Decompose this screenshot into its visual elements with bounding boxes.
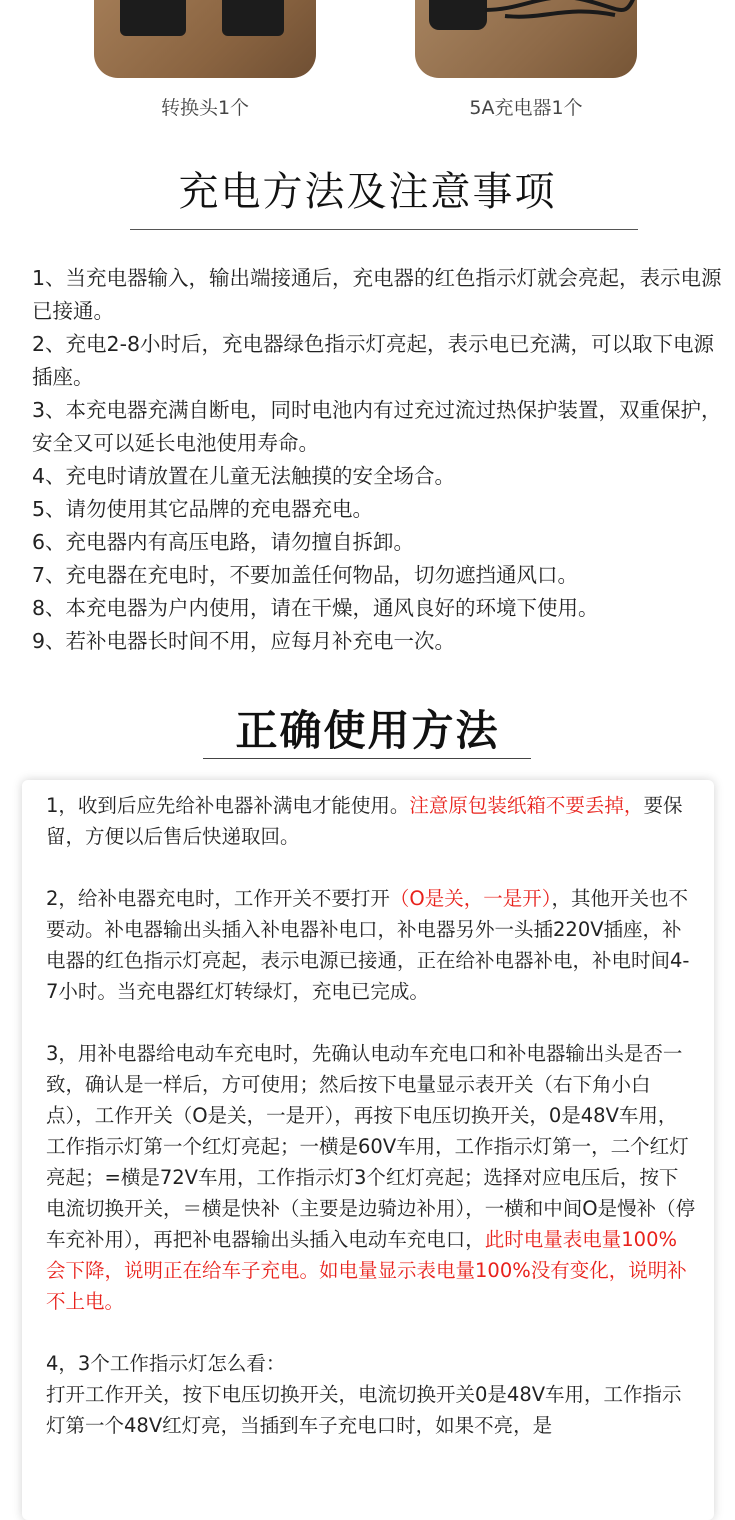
photo-caption: 转换头1个 xyxy=(160,97,250,119)
photo-caption: 5A充电器1个 xyxy=(469,97,583,119)
adapter-photo xyxy=(94,0,316,78)
divider xyxy=(203,758,531,759)
list-item: 3、本充电器充满自断电，同时电池内有过充过流过热保护装置，双重保护，安全又可以延长电池使用寿命。 xyxy=(32,398,722,455)
list-item: 5、请勿使用其它品牌的充电器充电。 xyxy=(32,497,374,521)
charger-photo xyxy=(415,0,637,78)
warning-text: （O是关，一是开） xyxy=(389,887,552,910)
warning-text: 此时电量表电量100%会下降，说明正在给车子充电。如电量显示表电量100%没有变化，说明补不上电。 xyxy=(46,1228,687,1313)
list-item: 9、若补电器长时间不用，应每月补充电一次。 xyxy=(32,629,456,653)
usage-paragraph-4 xyxy=(46,1348,696,1441)
list-item: 7、充电器在充电时，不要加盖任何物品，切勿遮挡通风口。 xyxy=(32,563,579,587)
usage-paragraph-3 xyxy=(46,1038,696,1317)
list-item: 1、当充电器输入，输出端接通后，充电器的红色指示灯就会亮起，表示电源已接通。 xyxy=(32,266,722,323)
list-item: 2、充电2-8小时后，充电器绿色指示灯亮起，表示电已充满，可以取下电源插座。 xyxy=(32,332,715,389)
text: 2，给补电器充电时，工作开关不要打开 xyxy=(46,887,390,910)
list-item: 8、本充电器为户内使用，请在干燥，通风良好的环境下使用。 xyxy=(32,596,599,620)
text: 3，用补电器给电动车充电时，先确认电动车充电口和补电器输出头是否一致，确认是一样后，方可使用；然后按下电量显示表开关（右下角小白点），工作开关（O是关，一是开），再按下电压切换开关，0是48V车用，工作指示灯第一个红灯亮起；一横是60V车用，工作指示灯第一，二个红灯亮起；=横是72V车用，工作指示灯3个红灯亮起；选择对应电压后，按下电流切换开关，＝横是快补（主要是边骑边补用），一横和中间O是慢补（停车充补用），再把补电器输出头插入电动车充电口， xyxy=(46,1042,696,1251)
plug-shape xyxy=(222,0,284,36)
usage-paragraph-1 xyxy=(46,790,696,852)
section-title-usage: 正确使用方法 xyxy=(235,706,500,755)
text: 打开工作开关，按下电压切换开关，电流切换开关0是48V车用，工作指示灯第一个48V红灯亮，当插到车子充电口时，如果不亮，是 xyxy=(46,1383,682,1437)
text: 要保留，方便以后售后快递取回。 xyxy=(46,794,683,848)
divider xyxy=(130,229,638,230)
paragraph-heading: 4，3个工作指示灯怎么看： xyxy=(46,1352,286,1375)
text: ，其他开关也不要动。补电器输出头插入补电器补电口，补电器另外一头插220V插座，补电器的红色指示灯亮起，表示电源已接通，正在给补电器补电，补电时间4-7小时。当充电器红灯转绿灯，充电已完成。 xyxy=(46,887,690,1003)
cable-icon xyxy=(415,0,637,78)
product-photos xyxy=(0,0,735,130)
list-item: 4、充电时请放置在儿童无法触摸的安全场合。 xyxy=(32,464,456,488)
warning-text: 注意原包装纸箱不要丢掉， xyxy=(409,794,644,817)
plug-shape xyxy=(120,0,186,36)
usage-paragraph-2 xyxy=(46,883,696,1007)
section-title-charging: 充电方法及注意事项 xyxy=(178,169,557,215)
text: 1，收到后应先给补电器补满电才能使用。 xyxy=(46,794,410,817)
list-item: 6、充电器内有高压电路，请勿擅自拆卸。 xyxy=(32,530,415,554)
charging-notes-list xyxy=(32,262,722,658)
usage-card xyxy=(22,780,714,1520)
